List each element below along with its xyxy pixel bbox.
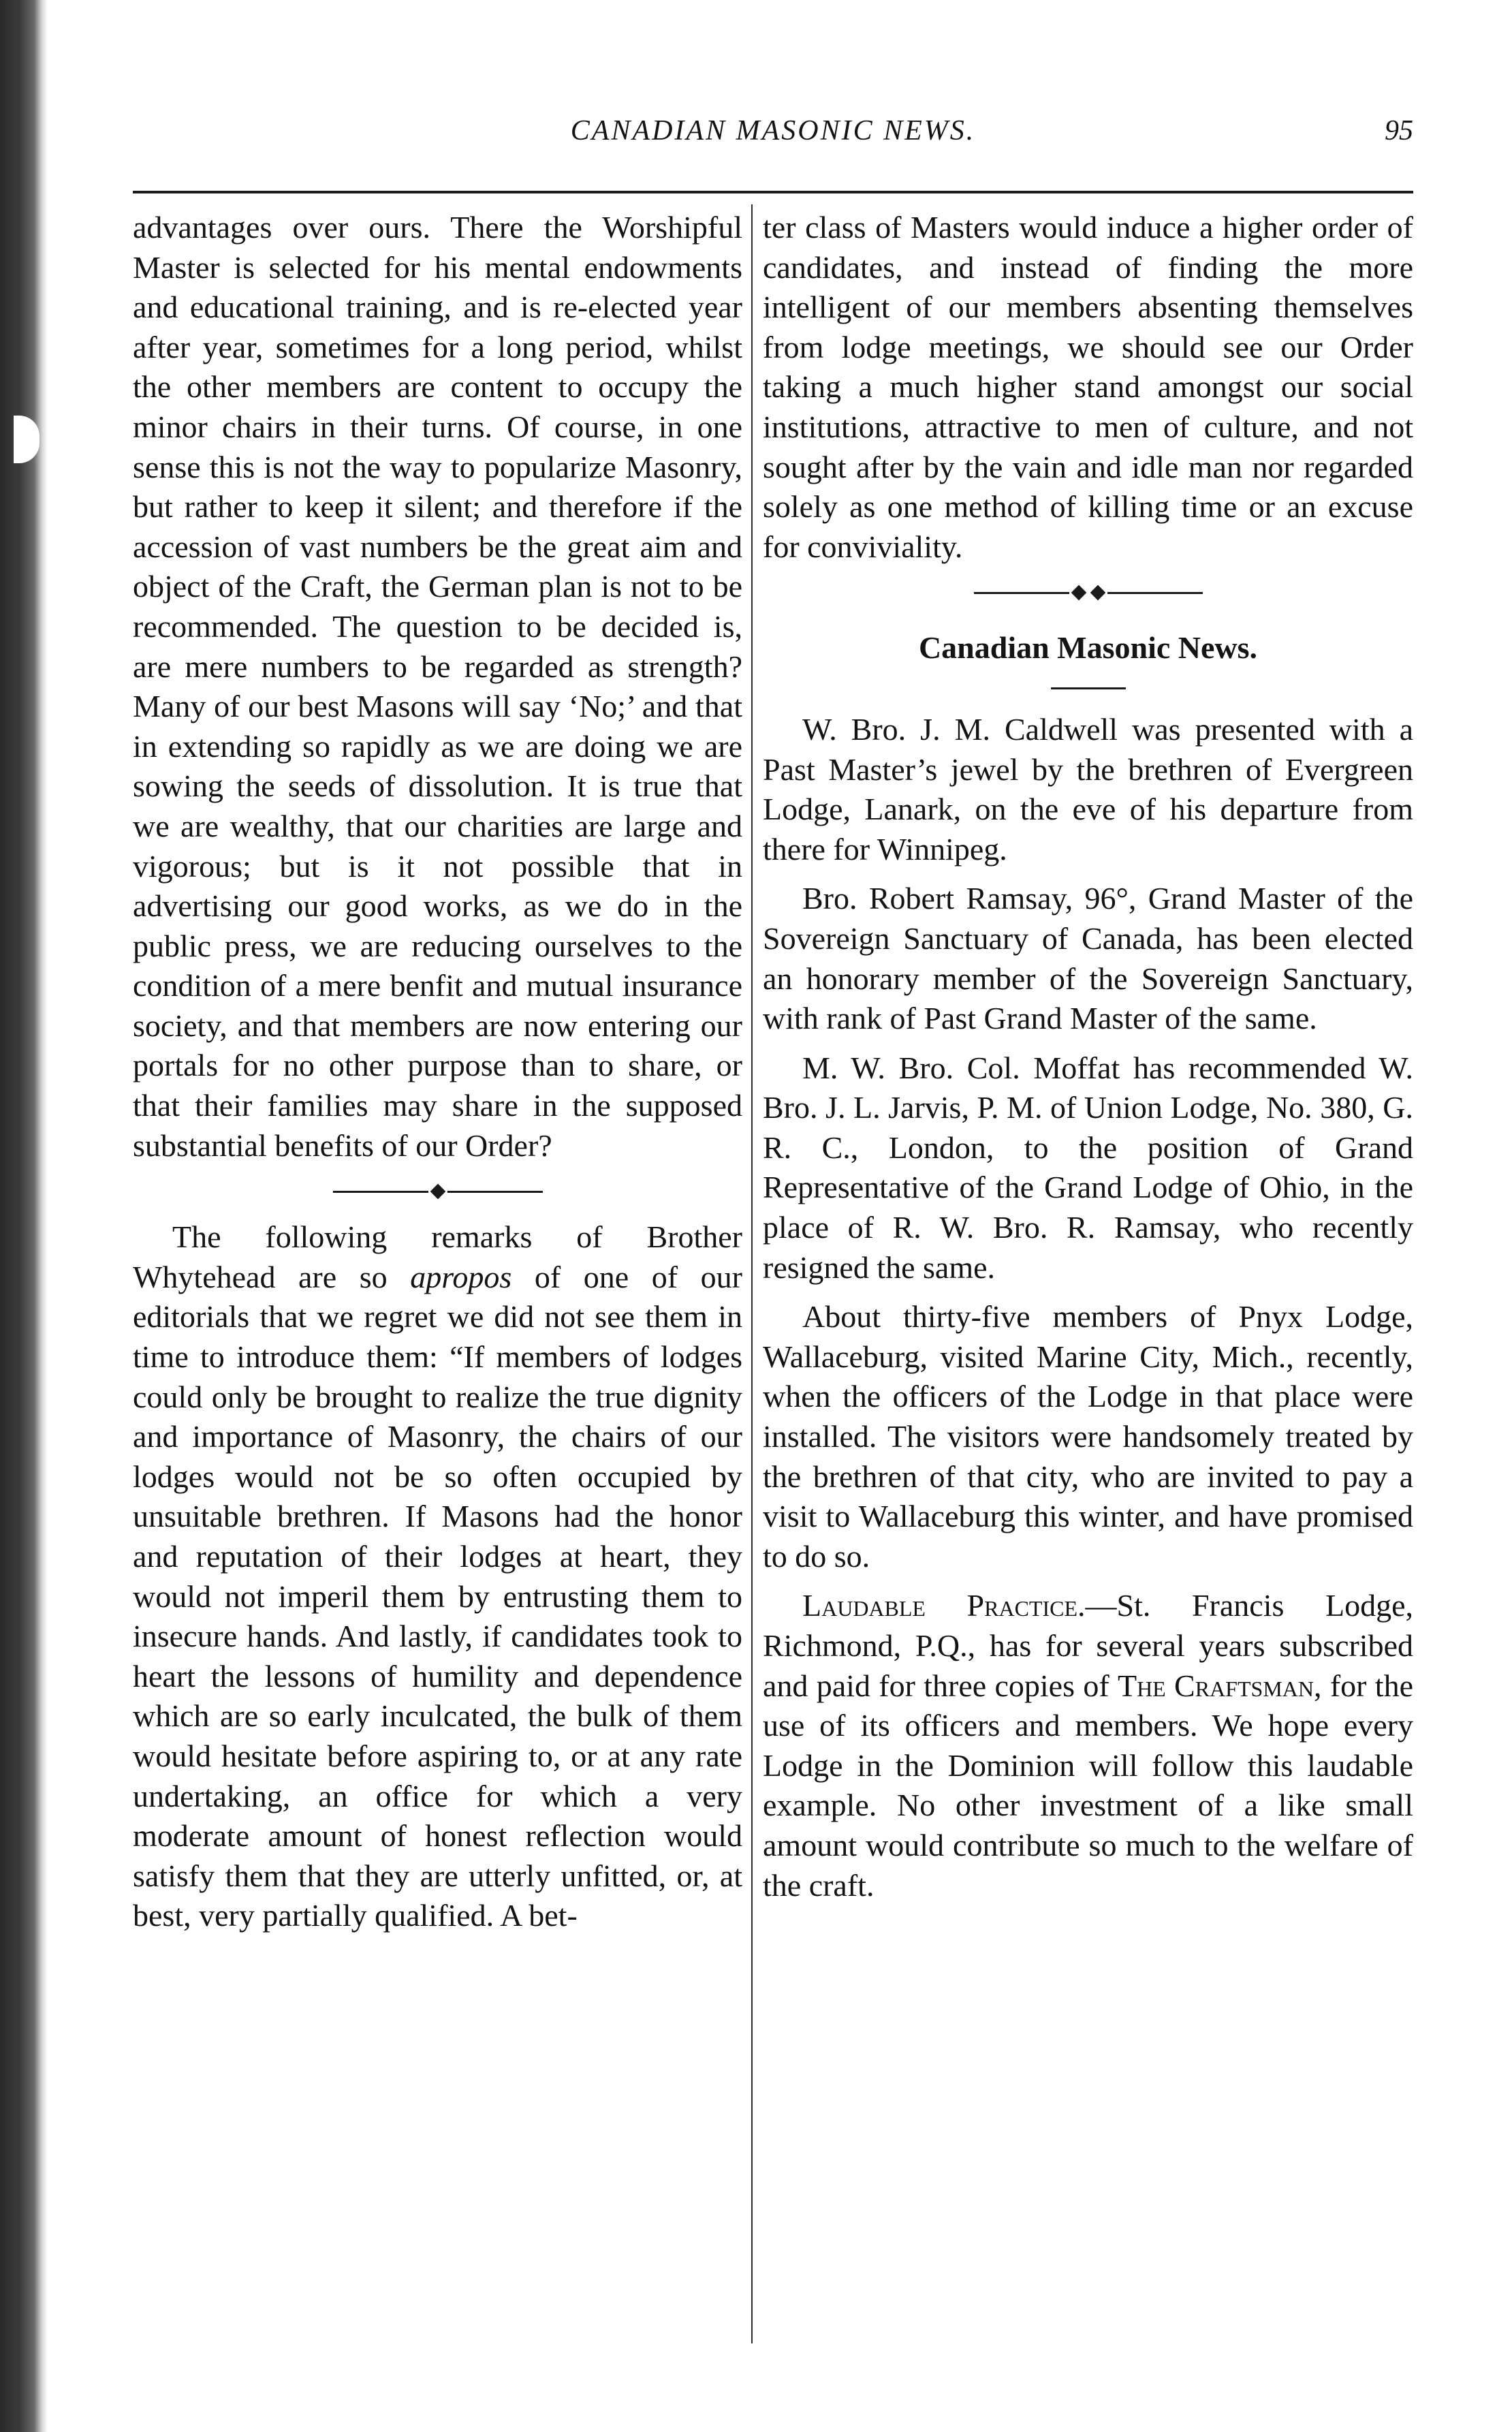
news-item: W. Bro. J. M. Caldwell was presented with a Past Master’s jewel by the brethren of Evergreen Lodge, Lanark, on the eve of his departure from there for Winnipeg.	[763, 711, 1413, 867]
section-heading: Canadian Masonic News.	[918, 630, 1258, 666]
laudable-lead: Laudable Practice.	[802, 1588, 1086, 1623]
laudable-text: —St. Francis Lodge, Richmond, P.Q., has for several years subscribed and paid for three copies of	[763, 1588, 1413, 1703]
header-rule	[133, 191, 1413, 193]
divider-line	[1107, 592, 1203, 594]
page-header	[133, 114, 1413, 162]
laudable-text-end: , for the use of its officers and members. We hope every Lodge in the Dominion will follow this laudable example. No other investment of a like small amount would contribute so much to the welfare of the craft.	[763, 1668, 1413, 1903]
column-rule	[751, 204, 753, 2343]
page-number: 95	[1385, 115, 1413, 146]
news-item-laudable	[763, 1586, 1413, 1905]
binding-edge	[0, 0, 48, 2432]
diamond-ornament-icon	[430, 1184, 445, 1200]
diamond-ornament-icon	[1090, 585, 1105, 601]
whytehead-intro: The following remarks of Brother Whytehead are so	[133, 1219, 742, 1294]
divider-line	[333, 1191, 428, 1193]
ornamental-divider	[763, 572, 1413, 613]
whytehead-paragraph	[133, 1217, 742, 1936]
whytehead-body: of one of our editorials that we regret we did not see them in time to introduce them: “If members of lodges could only be brought to realize the true dignity and importance of Masonry, the chairs of our lodges would not be so often occupied by unsuitable brethren. If Masons had the honor and reputation of their lodges at heart, they would not imperil them by entrusting them to insecure hands. And lastly, if candidates took to heart the lessons of humility and dependence which are so early inculcated, the bulk of them would hesitate before aspiring to, or at any rate undertaking, an office for which a very moderate amount of honest reflection would satisfy them that they are utterly unfitted, or, at best, very partially qualified. A bet-	[133, 1259, 742, 1933]
divider-line	[974, 592, 1069, 594]
continued-paragraph-right: ter class of Masters would induce a higher order of candidates, and instead of finding the more intelligent of our members absenting themselves from lodge meetings, we should see our Order taking a much higher stand amongst our social institutions, attractive to men of culture, and not sought after by the vain and idle man nor regarded solely as one method of killing time or an excuse for conviviality.	[763, 210, 1413, 564]
news-item: M. W. Bro. Col. Moffat has recommended W. Bro. J. L. Jarvis, P. M. of Union Lodge, No. 380, G. R. C., London, to the position of Grand Representative of the Grand Lodge of Ohio, in the place of R. W. Bro. R. Ramsay, who recently resigned the same.	[763, 1050, 1413, 1285]
heading-rule	[1051, 687, 1126, 689]
left-column	[133, 208, 742, 1936]
news-item: Bro. Robert Ramsay, 96°, Grand Master of the Sovereign Sanctuary of Canada, has been elected an honorary member of the Sovereign Sanctuary, with rank of Past Grand Master of the same.	[763, 881, 1413, 1036]
binding-notch	[14, 416, 40, 463]
news-item: About thirty-five members of Pnyx Lodge, Wallaceburg, visited Marine City, Mich., recently, when the officers of the Lodge in that place were installed. The visitors were handsomely treated by the brethren of that city, who are invited to pay a visit to Wallaceburg this winter, and have promised to do so.	[763, 1299, 1413, 1574]
whytehead-apropos: apropos	[410, 1259, 512, 1294]
right-column	[763, 208, 1413, 1905]
continued-paragraph-left: advantages over ours. There the Worshipful Master is selected for his mental endowments and educational training, and is re-elected year after year, sometimes for a long period, whilst the other members are content to occupy the minor chairs in their turns. Of course, in one sense this is not the way to popularize Masonry, but rather to keep it silent; and therefore if the accession of vast numbers be the great aim and object of the Craft, the German plan is not to be recommended. The question to be decided is, are mere numbers to be regarded as strength? Many of our best Masons will say ‘No;’ and that in extending so rapidly as we are doing we are sowing the seeds of dissolution. It is true that we are wealthy, that our charities are large and vigorous; but is it not possible that in advertising our good works, as we do in the public press, we are reducing ourselves to the condition of a mere benfit and mutual insurance society, and that members are now entering our portals for no other purpose than to share, or that their families may share in the supposed substantial benefits of our Order?	[133, 210, 742, 1163]
craftsman-title: The Craftsman	[1117, 1668, 1314, 1703]
running-head: CANADIAN MASONIC NEWS.	[570, 115, 976, 146]
ornamental-divider	[133, 1171, 742, 1212]
divider-line	[447, 1191, 543, 1193]
diamond-ornament-icon	[1071, 585, 1086, 601]
